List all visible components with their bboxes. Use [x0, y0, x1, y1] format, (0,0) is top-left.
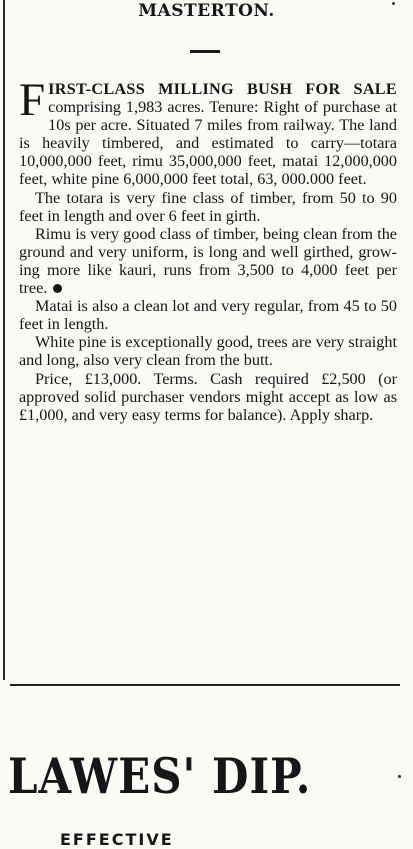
ad-paragraph-matai: Matai is also a clean lot and very regular, from 45 to 50 feet in length.	[19, 297, 397, 334]
print-speck	[392, 2, 395, 5]
lawes-dip-title: LAWES' DIP.	[8, 748, 312, 805]
drop-cap: F	[19, 74, 46, 126]
advertisement-milling-bush	[19, 74, 397, 424]
ad-paragraph-1-text: comprising 1,983 acres. Tenure: Right of purchase at 10s per acre. Situated 7 miles from railway. The land is heavily timbered, and estimated to carry—totara 10,000,000 feet, rimu 35,000,000 feet, matai 12,000,000 feet, white pine 6,000,000 feet total, 63, 000.000 feet.	[19, 98, 397, 189]
ad-paragraph-price: Price, £13,000. Terms. Cash required £2,500 (or approved solid purchaser vendors might accept as low as £1,000, and very easy terms for balance). Apply sharp.	[19, 369, 397, 424]
lawes-dip-subtitle: EFFECTIVE	[60, 830, 174, 849]
print-speck	[398, 775, 401, 778]
separator-dash	[190, 50, 220, 53]
ad-paragraph-white-pine: White pine is exceptionally good, trees are very straight and long, also very clean from the butt.	[19, 333, 397, 370]
ad-paragraph-rimu	[19, 225, 397, 297]
ad-paragraph-rimu-text: Rimu is very good class of timber, being clean from the ground and very uniform, is long and well girthed, growing more like kauri, runs from 3,500 to 4,000 feet per tree.	[19, 224, 397, 298]
ad-headline: IRST-CLASS MILLING BUSH FOR SALE	[48, 80, 397, 98]
column-rule-bottom	[10, 684, 400, 686]
column-rule-left	[3, 0, 5, 680]
page-heading: MASTERTON.	[138, 1, 275, 21]
ad-paragraph-totara: The totara is very fine class of timber, from 50 to 90 feet in length and over 6 feet in girth.	[19, 188, 397, 225]
ad-paragraph-1	[19, 74, 397, 189]
ink-blot	[53, 284, 62, 293]
